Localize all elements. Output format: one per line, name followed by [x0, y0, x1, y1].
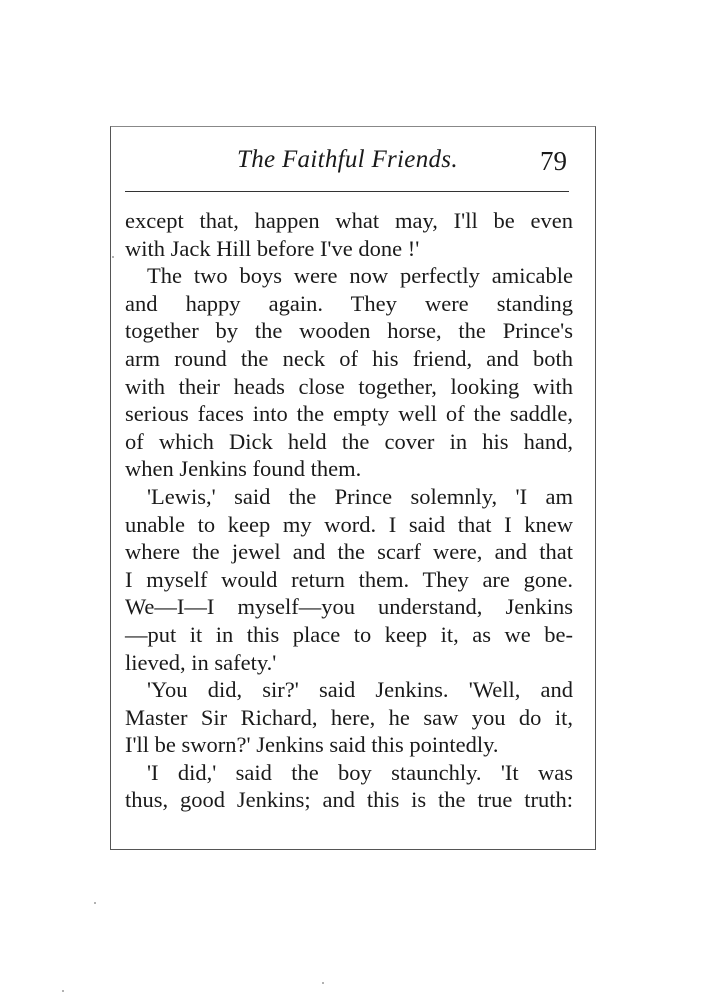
page-number: 79 [540, 146, 567, 176]
text-line: Master Sir Richard, here, he saw you do it, [125, 704, 573, 730]
header-rule [125, 191, 569, 192]
paper-speck [112, 256, 114, 258]
text-line: lieved, in safety.' [125, 649, 277, 675]
paragraph-start-line: 'You did, sir?' said Jenkins. 'Well, and [147, 677, 573, 703]
text-line: We—I—I myself—you understand, Jenkins [125, 594, 573, 620]
text-line: with their heads close together, looking with [125, 373, 573, 399]
text-line: together by the wooden horse, the Prince's [125, 318, 573, 344]
running-title: The Faithful Friends. [237, 146, 458, 173]
text-line: of which Dick held the cover in his hand, [125, 428, 573, 454]
text-line: arm round the neck of his friend, and both [125, 345, 573, 371]
paper-speck [322, 982, 324, 984]
body-text [125, 207, 573, 814]
text-line: unable to keep my word. I said that I knew [125, 511, 573, 537]
text-line: when Jenkins found them. [125, 456, 362, 482]
text-line: with Jack Hill before I've done !' [125, 235, 420, 261]
text-line: where the jewel and the scarf were, and that [125, 539, 573, 565]
paper-speck [62, 990, 64, 992]
paragraph-start-line: 'Lewis,' said the Prince solemnly, 'I am [147, 483, 573, 509]
running-head [125, 140, 569, 188]
paragraph-start-line: The two boys were now perfectly amicable [147, 263, 573, 289]
text-line: serious faces into the empty well of the saddle, [125, 401, 573, 427]
paragraph-start-line: 'I did,' said the boy staunchly. 'It was [147, 759, 573, 785]
text-line: I myself would return them. They are gone. [125, 566, 573, 592]
paper-speck [94, 902, 96, 904]
text-line: except that, happen what may, I'll be even [125, 208, 573, 233]
text-line: —put it in this place to keep it, as we be- [125, 621, 573, 647]
text-line: I'll be sworn?' Jenkins said this pointedly. [125, 732, 499, 758]
text-line: thus, good Jenkins; and this is the true truth: [125, 787, 573, 813]
text-line: and happy again. They were standing [125, 290, 573, 316]
